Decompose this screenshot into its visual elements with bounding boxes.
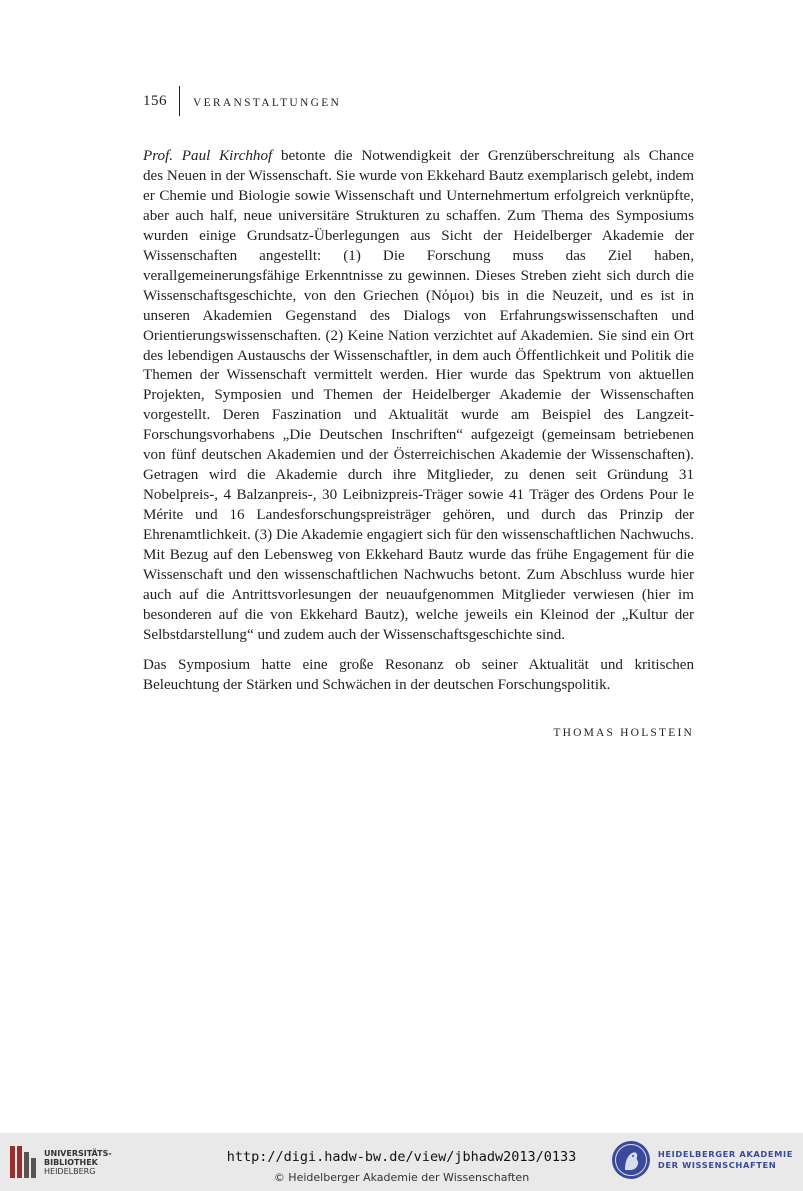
author-signature: THOMAS HOLSTEIN — [553, 727, 694, 739]
page-header — [143, 86, 341, 116]
academy-name — [658, 1149, 793, 1171]
ub-line-3: HEIDELBERG — [44, 1166, 96, 1176]
header-divider — [179, 86, 180, 116]
person-name: Prof. Paul Kirchhof — [143, 148, 273, 164]
permalink-link[interactable]: http://digi.hadw-bw.de/view/jbhadw2013/0133 — [226, 1149, 577, 1165]
paragraph-1-first-line — [143, 147, 694, 167]
hadw-seal-icon — [611, 1140, 651, 1180]
article-body — [143, 147, 694, 696]
copyright-notice: © Heidelberger Akademie der Wissenschaften — [273, 1171, 530, 1184]
academy-logo[interactable] — [611, 1140, 793, 1180]
paragraph-2: Das Symposium hatte eine große Resonanz ob seiner Aktualität und kritischen Beleuchtung der Stärken und Schwächen in der deutschen Forschungspolitik. — [143, 656, 694, 693]
academy-line-2: DER WISSENSCHAFTEN — [657, 1160, 777, 1170]
paragraph-1-first-line-rest: betonte die Notwendigkeit der Grenzüberschreitung als Chance — [272, 148, 694, 164]
page-number: 156 — [143, 92, 167, 109]
academy-line-1: HEIDELBERGER AKADEMIE — [657, 1149, 793, 1159]
footer-bar — [0, 1133, 803, 1191]
paragraph-1 — [143, 147, 694, 646]
ub-line-2: BIBLIOTHEK — [44, 1157, 98, 1167]
paragraph-1-text: des Neuen in der Wissenschaft. Sie wurde von Ekkehard Bautz exemplarisch gelebt, indem er Chemie und Biologie sowie Wissenschaft und Unternehmertum erfolgreich verknüpfte, aber auch half, neue universitäre Strukturen zu schaffen. Zum Thema des Symposiums wurden einige Grundsatz-Überlegungen aus Sicht der Heidelberger Akademie der Wissenschaften angestellt: (1) Die Forschung muss das Ziel haben, verallgemeinerungsfähige Erkenntnisse zu gewinnen. Dieses Streben zieht sich durch die Wissenschaftsgeschichte, von den Griechen (Nόμοι) bis in die Neuzeit, und es ist in unseren Akademien Gegenstand des Dialogs von Erfahrungswissenschaften und Orientierungswissenschaften. (2) Keine Nation verzichtet auf Akademien. Sie sind ein Ort des lebendigen Austauschs der Wissenschaftler, in dem auch Öffentlichkeit und Politik die Themen der Wissenschaft vermittelt werden. Hier wurde das Spektrum von aktuellen Projekten, Symposien und Themen der Heidelberger Akademie der Wissenschaften vorgestellt. Deren Faszination und Aktualität wurde am Beispiel des Langzeit-Forschungsvorhabens „Die Deutschen Inschriften“ aufgezeigt (gemeinsam betriebenen von fünf deutschen Akademien und der Österreichischen Akademie der Wissenschaften). Getragen wird die Akademie durch ihre Mitglieder, zu denen seit Gründung 31 Nobelpreis-, 4 Balzanpreis-, 30 Leibnizpreis-Träger sowie 41 Träger des Ordens Pour le Mérite und 16 Landesforschungspreisträger gehören, und durch das Prinzip der Ehrenamtlichkeit. (3) Die Akademie engagiert sich für den wissenschaftlichen Nachwuchs. Mit Bezug auf den Lebensweg von Ekkehard Bautz wurde das frühe Engagement für die Wissenschaft und den wissenschaftlichen Nachwuchs betont. Zum Abschluss wurde hier auch auf die Antrittsvorlesungen der neuaufgenommen Mitglieder verwiesen (hier im besonderen auf die von Ekkehard Bautz), welche jeweils ein Kleinod der „Kultur der Selbstdarstellung“ und zudem auch der Wissenschaftsgeschichte sind. — [143, 167, 694, 643]
section-title: VERANSTALTUNGEN — [193, 97, 342, 109]
ub-line-1: UNIVERSITÄTS- — [44, 1148, 112, 1158]
